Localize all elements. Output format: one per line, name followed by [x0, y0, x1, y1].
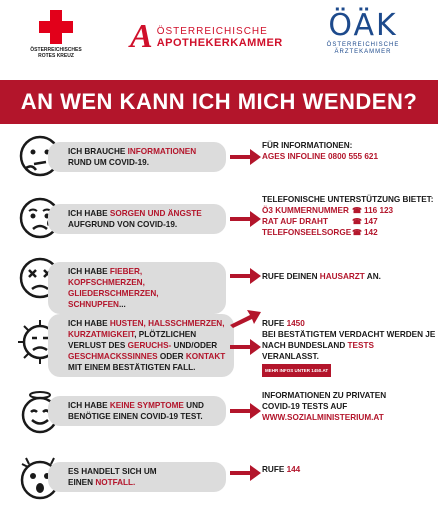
row-symptoms-mild	[0, 254, 438, 309]
row2-text	[48, 204, 226, 234]
row1-info	[262, 140, 436, 162]
text-part: BENÖTIGE EINEN COVID-19 TEST.	[68, 412, 203, 421]
row4-info	[262, 318, 436, 377]
text-part: VERANLASST.	[262, 352, 319, 361]
text-part: VERLUST DES	[68, 341, 128, 350]
text-part: ICH HABE	[68, 319, 110, 328]
oak-mark: ÖÄK	[328, 8, 398, 43]
row-information	[0, 132, 438, 182]
text-highlight: KEINE SYMPTOME	[109, 401, 184, 410]
text-highlight: SORGEN UND ÄNGSTE	[109, 209, 202, 218]
arrow-right-icon	[230, 402, 262, 420]
arrow-right-icon	[230, 210, 262, 228]
arrow-right-icon	[230, 464, 262, 482]
text-highlight: 1450	[286, 319, 305, 328]
helpline-number	[352, 216, 422, 227]
emergency-number: 144	[286, 465, 301, 474]
text-part: NACH BUNDESLAND	[262, 341, 348, 350]
helpline-number-text: 147	[363, 217, 378, 226]
arrow-right-icon	[230, 338, 262, 356]
logo-bar	[0, 0, 438, 78]
text-highlight: FIEBER, KOPFSCHMERZEN,	[68, 267, 145, 287]
arrow-right-icon	[230, 267, 262, 285]
sozialministerium-link: WWW.SOZIALMINISTERIUM.AT	[262, 413, 384, 422]
text-part: ICH HABE	[68, 209, 110, 218]
title-banner	[0, 80, 438, 124]
text-part: ES HANDELT SICH UM	[68, 467, 157, 476]
aerztekammer-line2: ÄRZTEKAMMER	[334, 49, 392, 55]
text-part: , PLÖTZLICHEN	[134, 330, 197, 339]
phone-icon: ☎	[352, 228, 362, 237]
text-part: ODER	[157, 352, 186, 361]
more-info-note: MEHR INFOS UNTER 1450.AT	[262, 364, 331, 377]
text-part: RUFE	[262, 465, 287, 474]
text-highlight: INFORMATIONEN	[127, 147, 197, 156]
red-cross-icon	[39, 10, 73, 44]
helpline-number	[352, 227, 422, 238]
apothekerkammer-logo	[130, 18, 283, 55]
info-label: FÜR INFORMATIONEN:	[262, 141, 353, 150]
text-highlight: GESCHMACKSSINNES	[68, 352, 158, 361]
text-part: ...	[118, 300, 126, 309]
row-no-symptoms	[0, 384, 438, 444]
row2-info	[262, 194, 436, 238]
row4-text	[48, 314, 234, 377]
phone-icon: ☎	[352, 217, 362, 226]
text-part: EINEN	[68, 478, 96, 487]
row1-text	[48, 142, 226, 172]
row-symptoms-covid	[0, 306, 438, 382]
text-part: ICH BRAUCHE	[68, 147, 128, 156]
text-part: UND/ODER	[171, 341, 218, 350]
text-part: ICH HABE	[68, 267, 110, 276]
aerztekammer-line1: ÖSTERREICHISCHE	[326, 42, 400, 48]
arrow-up-right-icon	[230, 310, 262, 328]
row5-info	[262, 390, 436, 423]
text-highlight: TESTS	[347, 341, 374, 350]
row-worries	[0, 190, 438, 252]
aerztekammer-logo	[318, 10, 408, 56]
page-title: AN WEN KANN ICH MICH WENDEN?	[20, 89, 418, 114]
text-part: AN.	[364, 272, 381, 281]
text-part: RUND UM COVID-19.	[68, 158, 149, 167]
red-cross-name: ÖSTERREICHISCHES ROTES KREUZ	[30, 47, 82, 59]
row3-info	[262, 271, 436, 282]
text-highlight: NOTFALL.	[95, 478, 136, 487]
text-highlight: HUSTEN, HALSSCHMERZEN,	[109, 319, 225, 328]
apothekerkammer-line1: ÖSTERREICHISCHE	[156, 25, 268, 37]
helpline-number-text: 116 123	[363, 206, 394, 215]
red-cross-logo	[26, 10, 86, 59]
row5-text	[48, 396, 226, 426]
row6-text	[48, 462, 226, 492]
helpline-number-text: 142	[363, 228, 378, 237]
ages-infoline: AGES INFOLINE 0800 555 621	[262, 152, 379, 161]
text-part: BEI BESTÄTIGTEM VERDACHT WERDEN JE	[262, 330, 436, 339]
text-part: UND	[183, 401, 204, 410]
text-part: RUFE	[262, 319, 287, 328]
text-highlight: KURZATMIGKEIT	[68, 330, 135, 339]
info-label: TELEFONISCHE UNTERSTÜTZUNG BIETET:	[262, 195, 434, 204]
text-part: RUFE DEINEN	[262, 272, 320, 281]
row6-info	[262, 464, 436, 475]
text-highlight: GERUCHS-	[127, 341, 172, 350]
helpline-name: RAT AUF DRAHT	[262, 217, 328, 226]
helpline-name: Ö3 KUMMERNUMMER	[262, 206, 349, 215]
text-part: INFORMATIONEN ZU PRIVATEN	[262, 391, 387, 400]
apothekerkammer-line2: APOTHEKERKAMMER	[156, 36, 283, 49]
apotheke-a-icon: A	[130, 18, 153, 55]
helpline-name: TELEFONSEELSORGE	[262, 228, 352, 237]
helpline-number	[352, 205, 422, 216]
phone-icon: ☎	[352, 206, 362, 215]
text-highlight: KONTAKT	[185, 352, 226, 361]
text-part: MIT EINEM BESTÄTIGTEN FALL.	[68, 363, 196, 372]
arrow-right-icon	[230, 148, 262, 166]
text-highlight: GLIEDERSCHMERZEN, SCHNUPFEN	[68, 289, 159, 309]
text-part: COVID-19 TESTS AUF	[262, 402, 348, 411]
row-emergency	[0, 450, 438, 508]
helpline-list	[262, 205, 436, 238]
text-highlight: HAUSARZT	[319, 272, 365, 281]
text-part: AUFGRUND VON COVID-19.	[68, 220, 178, 229]
text-part: ICH HABE	[68, 401, 110, 410]
